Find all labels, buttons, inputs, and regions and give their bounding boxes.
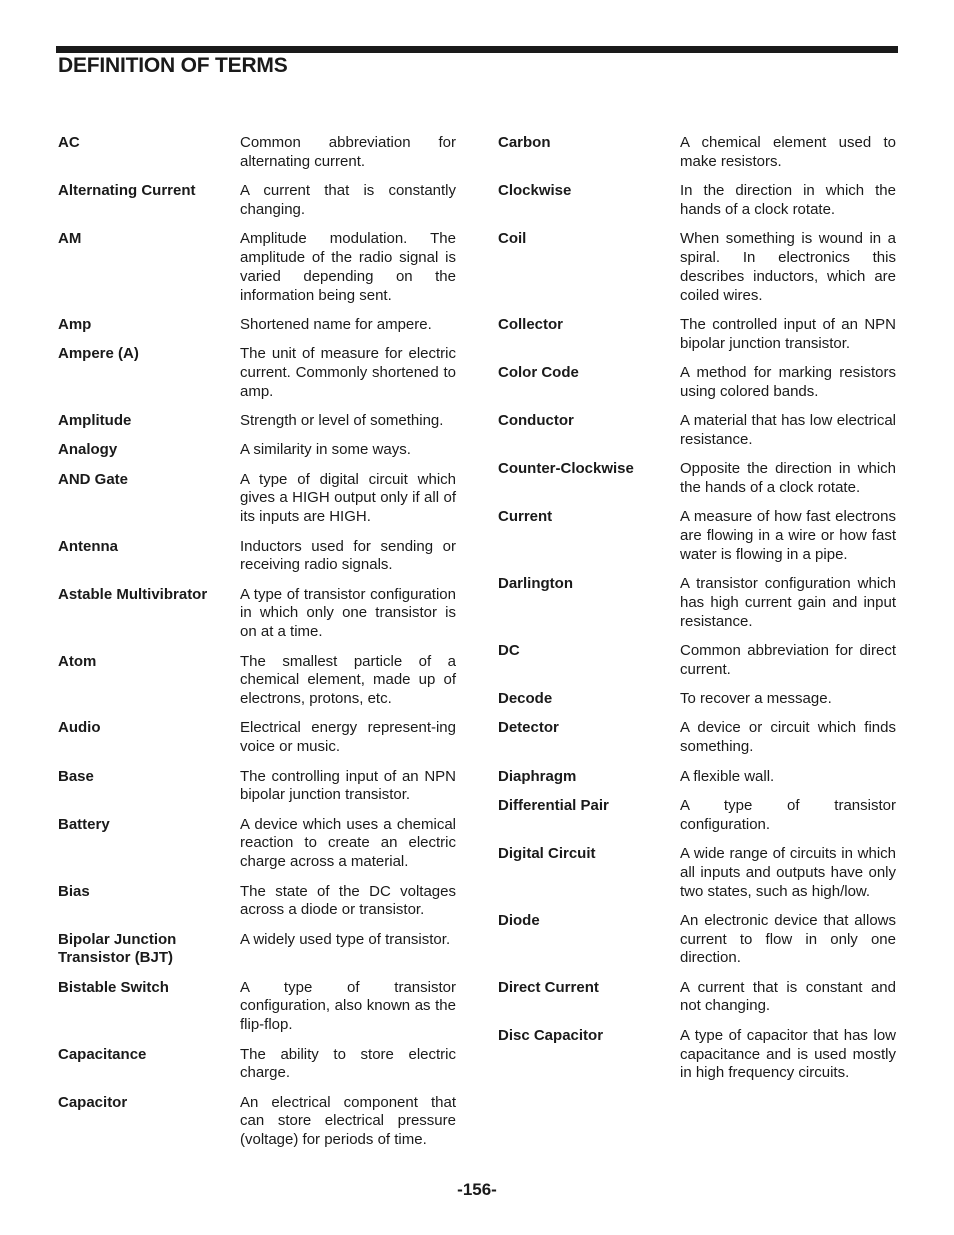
glossary-term: Bistable Switch	[58, 978, 169, 996]
glossary-term: DC	[498, 642, 520, 660]
glossary-term: Bipolar Junction Transistor (BJT)	[58, 930, 177, 967]
glossary-definition: Strength or level of something.	[240, 412, 444, 430]
glossary-definition: A chemical element used to make resistors.	[680, 134, 896, 170]
glossary-term: Direct Current	[498, 978, 599, 996]
glossary-entry	[58, 412, 458, 431]
glossary-definition: To recover a message.	[680, 690, 832, 708]
glossary-definition: A current that is constantly changing.	[240, 182, 456, 218]
glossary-definition: A device which uses a chemical reaction to create an electric charge across a material.	[240, 815, 456, 871]
glossary-term: Diaphragm	[498, 767, 577, 785]
glossary-term: Color Code	[498, 363, 579, 381]
glossary-entry	[498, 316, 898, 354]
glossary-term: Audio	[58, 719, 101, 737]
glossary-term: Alternating Current	[58, 182, 196, 200]
glossary-entry	[498, 1027, 898, 1083]
glossary-term: Ampere (A)	[58, 345, 139, 363]
glossary-definition: Common abbreviation for alternating current.	[240, 134, 456, 170]
glossary-entry	[58, 931, 458, 969]
glossary-term: Amp	[58, 315, 92, 333]
glossary-entry	[498, 575, 898, 631]
glossary-term: Capacitor	[58, 1093, 128, 1111]
glossary-definition: An electronic device that allows current to flow in only one direction.	[680, 911, 896, 967]
left-glossary-column	[58, 134, 458, 1161]
glossary-term: Differential Pair	[498, 796, 609, 814]
glossary-entry	[498, 719, 898, 757]
glossary-entry	[498, 230, 898, 305]
glossary-definition: A current that is constant and not changing.	[680, 978, 896, 1015]
glossary-entry	[498, 182, 898, 220]
glossary-term: AND Gate	[58, 470, 129, 488]
glossary-term: Analogy	[58, 441, 118, 459]
glossary-term: Disc Capacitor	[498, 1026, 604, 1044]
glossary-definition: A material that has low electrical resistance.	[680, 412, 896, 448]
glossary-definition: Shortened name for ampere.	[240, 315, 432, 333]
glossary-entry	[498, 912, 898, 968]
glossary-entry	[498, 412, 898, 450]
glossary-definition: A measure of how fast electrons are flowing in a wire or how fast water is flowing in a pipe.	[680, 508, 896, 563]
glossary-term: Diode	[498, 911, 540, 929]
glossary-entry	[58, 230, 458, 305]
page-number: -156-	[457, 1180, 497, 1199]
glossary-term: Decode	[498, 690, 553, 708]
glossary-definition: A type of transistor configuration, also known as the flip-flop.	[240, 978, 456, 1034]
glossary-entry	[58, 1094, 458, 1150]
glossary-term: Current	[498, 508, 553, 526]
glossary-entry	[498, 642, 898, 680]
right-glossary-column	[498, 134, 898, 1094]
glossary-definition: A widely used type of transistor.	[240, 930, 451, 948]
glossary-definition: Electrical energy represent-ing voice or music.	[240, 719, 456, 756]
glossary-entry	[58, 586, 458, 642]
glossary-term: AM	[58, 230, 82, 248]
glossary-definition: The unit of measure for electric current. Commonly shortened to amp.	[240, 345, 456, 400]
glossary-term: Bias	[58, 882, 90, 900]
glossary-term: Collector	[498, 315, 564, 333]
glossary-term: Clockwise	[498, 182, 572, 200]
glossary-definition: A wide range of circuits in which all inputs and outputs have only two states, such as high/low.	[680, 844, 896, 900]
glossary-definition: Common abbreviation for direct current.	[680, 642, 896, 678]
glossary-definition: When something is wound in a spiral. In electronics this describes inductors, which are coiled wires.	[680, 230, 896, 304]
glossary-term: Coil	[498, 230, 527, 248]
glossary-term: AC	[58, 134, 80, 151]
glossary-definition: Opposite the direction in which the hands of a clock rotate.	[680, 460, 896, 496]
glossary-entry	[58, 653, 458, 709]
glossary-term: Capacitance	[58, 1045, 147, 1063]
glossary-term: Conductor	[498, 412, 574, 430]
glossary-entry	[58, 816, 458, 872]
glossary-term: Digital Circuit	[498, 844, 596, 862]
glossary-definition: In the direction in which the hands of a clock rotate.	[680, 182, 896, 218]
glossary-entry	[58, 345, 458, 401]
glossary-entry	[58, 1046, 458, 1084]
glossary-term: Astable Multivibrator	[58, 585, 208, 603]
glossary-entry	[498, 690, 898, 709]
glossary-definition: The ability to store electric charge.	[240, 1045, 456, 1082]
glossary-definition: A type of digital circuit which gives a HIGH output only if all of its inputs are HIGH.	[240, 470, 456, 526]
glossary-entry	[498, 364, 898, 402]
page-title: DEFINITION OF TERMS	[58, 54, 288, 77]
glossary-entry	[58, 768, 458, 806]
glossary-definition: A similarity in some ways.	[240, 441, 411, 459]
glossary-definition: The smallest particle of a chemical element, made up of electrons, protons, etc.	[240, 652, 456, 708]
glossary-entry	[58, 134, 458, 172]
glossary-definition: A device or circuit which finds something.	[680, 719, 896, 756]
glossary-entry	[58, 471, 458, 527]
glossary-entry	[58, 316, 458, 335]
glossary-definition: A flexible wall.	[680, 767, 775, 785]
glossary-definition: Inductors used for sending or receiving radio signals.	[240, 537, 456, 574]
glossary-term: Counter-Clockwise	[498, 460, 634, 478]
glossary-definition: A type of capacitor that has low capacitance and is used mostly in high frequency circuits.	[680, 1026, 896, 1082]
glossary-term: Atom	[58, 652, 97, 670]
glossary-definition: The controlled input of an NPN bipolar junction transistor.	[680, 315, 896, 352]
glossary-entry	[498, 845, 898, 901]
glossary-entry	[498, 134, 898, 172]
glossary-entry	[58, 538, 458, 576]
glossary-definition: Amplitude modulation. The amplitude of the radio signal is varied depending on the information being sent.	[240, 230, 456, 304]
glossary-definition: An electrical component that can store electrical pressure (voltage) for periods of time.	[240, 1093, 456, 1149]
glossary-definition: A type of transistor configuration.	[680, 796, 896, 833]
glossary-definition: The state of the DC voltages across a diode or transistor.	[240, 882, 456, 919]
glossary-entry	[58, 441, 458, 460]
glossary-entry	[498, 768, 898, 787]
glossary-definition: The controlling input of an NPN bipolar junction transistor.	[240, 767, 456, 804]
glossary-term: Darlington	[498, 575, 573, 593]
glossary-term: Battery	[58, 815, 110, 833]
glossary-entry	[498, 979, 898, 1017]
header-rule	[56, 46, 898, 53]
glossary-entry	[58, 719, 458, 757]
glossary-term: Carbon	[498, 134, 551, 151]
glossary-definition: A transistor configuration which has high current gain and input resistance.	[680, 575, 896, 630]
glossary-term: Base	[58, 767, 94, 785]
glossary-entry	[498, 508, 898, 564]
glossary-entry	[498, 797, 898, 835]
glossary-term: Amplitude	[58, 412, 132, 430]
glossary-term: Detector	[498, 719, 559, 737]
glossary-definition: A type of transistor configuration in which only one transistor is on at a time.	[240, 585, 456, 641]
glossary-entry	[58, 979, 458, 1035]
glossary-definition: A method for marking resistors using colored bands.	[680, 363, 896, 400]
glossary-entry	[498, 460, 898, 498]
glossary-entry	[58, 883, 458, 921]
glossary-entry	[58, 182, 458, 220]
glossary-term: Antenna	[58, 537, 118, 555]
